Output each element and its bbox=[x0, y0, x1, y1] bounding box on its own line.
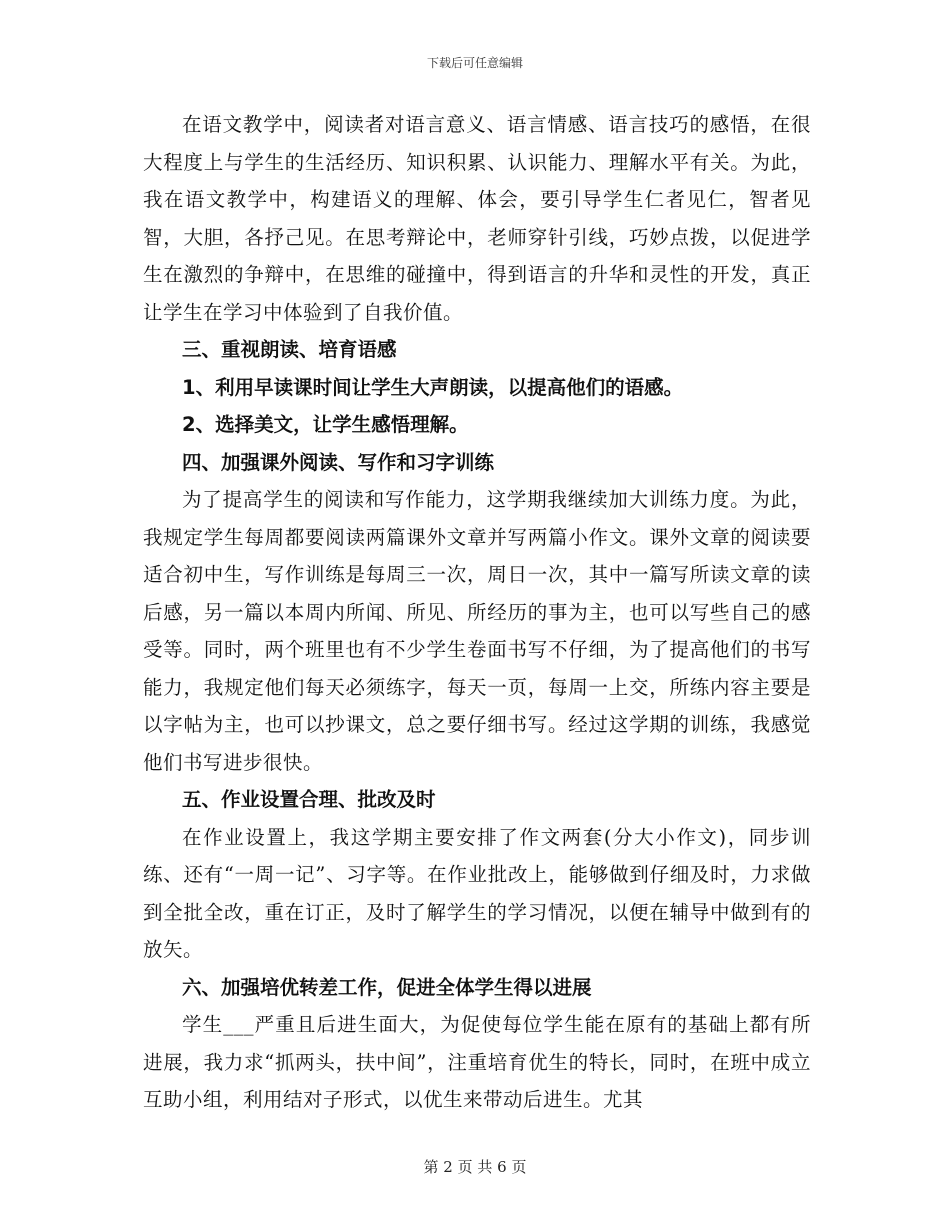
paragraph-tutoring: 学生___严重且后进生面大，为促使每位学生能在原有的基础上都有所进展，我力求“抓两头，扶中间”，注重培育优生的特长，同时，在班中成立互助小组，利用结对子形式，以优生来带动后进生。尤其 bbox=[143, 1013, 811, 1111]
section-heading-5: 五、作业设置合理、批改及时 bbox=[182, 788, 436, 811]
section-heading-3: 三、重视朗读、培育语感 bbox=[182, 338, 397, 361]
paragraph-reading-writing: 为了提高学生的阅读和写作能力，这学期我继续加大训练力度。为此，我规定学生每周都要阅读两篇课外文章并写两篇小作文。课外文章的阅读要适合初中生，写作训练是每周三一次，周日一次，其中一篇写所读文章的读后感，另一篇以本周内所闻、所见、所经历的事为主，也可以写些自己的感受等。同时，两个班里也有不少学生卷面书写不仔细，为了提高他们的书写能力，我规定他们每天必须练字，每天一页，每周一上交，所练内容主要是以字帖为主，也可以抄课文，总之要仔细书写。经过这学期的训练，我感觉他们书写进步很快。 bbox=[143, 488, 811, 774]
page-header: 下载后可任意编辑 bbox=[426, 56, 523, 70]
document-body bbox=[143, 106, 811, 1119]
paragraph-reading-comprehension: 在语文教学中，阅读者对语言意义、语言情感、语言技巧的感悟，在很大程度上与学生的生活经历、知识积累、认识能力、理解水平有关。为此，我在语文教学中，构建语义的理解、体会，要引导学生仁者见仁，智者见智，大胆，各抒己见。在思考辩论中，老师穿针引线，巧妙点拨，以促进学生在激烈的争辩中，在思维的碰撞中，得到语言的升华和灵性的开发，真正让学生在学习中体验到了自我价值。 bbox=[143, 113, 811, 324]
list-item-1: 1、利用早读课时间让学生大声朗读，以提高他们的语感。 bbox=[182, 375, 684, 399]
section-heading-6: 六、加强培优转差工作，促进全体学生得以进展 bbox=[182, 975, 592, 999]
page-number: 第 2 页 共 6 页 bbox=[423, 1158, 527, 1176]
paragraph-homework: 在作业设置上，我这学期主要安排了作文两套(分大小作文)，同步训练、还有“一周一记”、习字等。在作业批改上，能够做到仔细及时，力求做到全批全改，重在订正，及时了解学生的学习情况，以便在辅导中做到有的放矢。 bbox=[143, 825, 811, 961]
section-heading-4: 四、加强课外阅读、写作和习字训练 bbox=[182, 450, 495, 474]
list-item-2: 2、选择美文，让学生感悟理解。 bbox=[182, 413, 469, 436]
